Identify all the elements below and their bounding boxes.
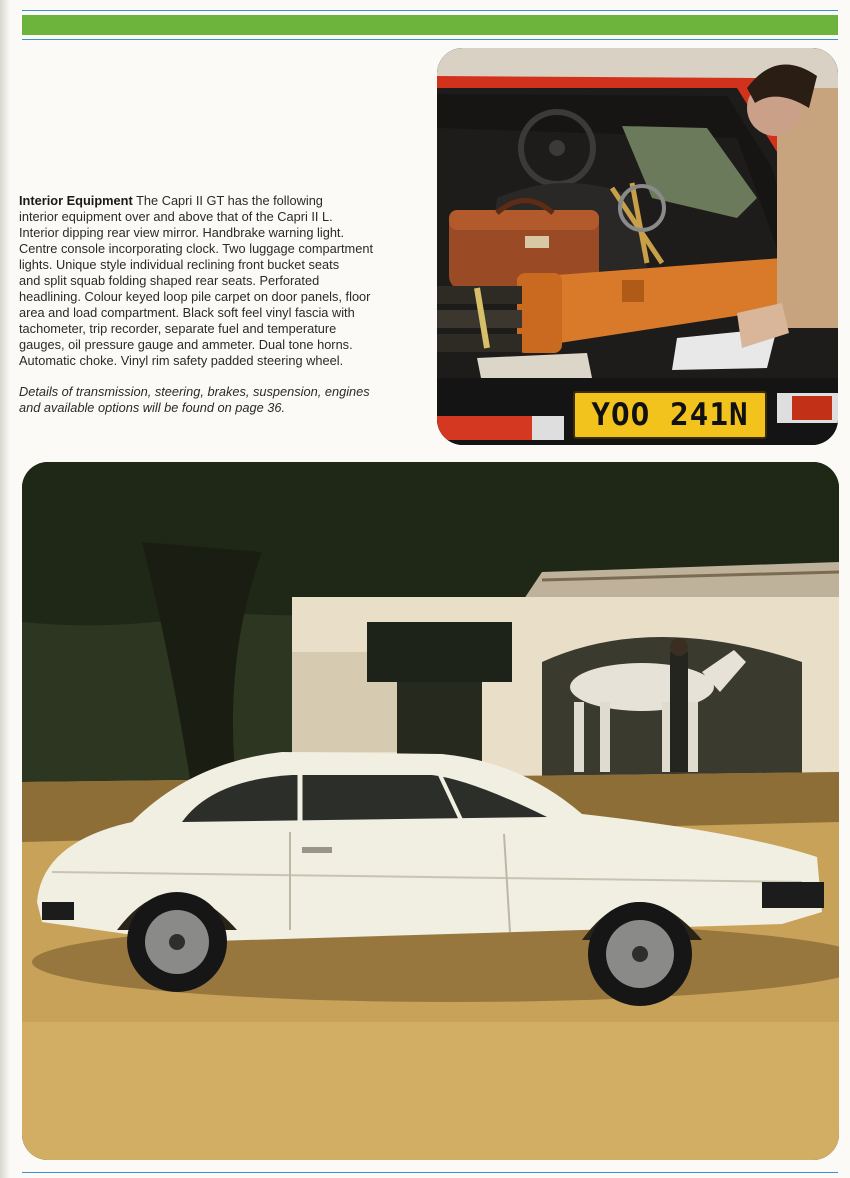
top-blue-rule: [22, 10, 838, 11]
interior-line-7: headlining. Colour keyed loop pile carpet on door panels, floor: [19, 289, 371, 304]
interior-line-6: and split squab folding shaped rear seats. Perforated: [19, 273, 320, 288]
details-note: [19, 384, 424, 416]
note-line-2: and available options will be found on page 36.: [19, 400, 286, 415]
interior-line-2: interior equipment over and above that of the Capri II L.: [19, 209, 333, 224]
note-line-1: Details of transmission, steering, brakes, suspension, engines: [19, 384, 370, 399]
interior-line-9: tachometer, trip recorder, separate fuel and temperature: [19, 321, 337, 336]
interior-line-10: gauges, oil pressure gauge and ammeter. Dual tone horns.: [19, 337, 353, 352]
capri-exterior-illustration: [22, 462, 839, 1160]
header-blue-rule: [22, 39, 838, 40]
license-plate: YOO 241N: [573, 391, 767, 439]
page-edge-shadow: [0, 0, 10, 1178]
interior-line-11: Automatic choke. Vinyl rim safety padded steering wheel.: [19, 353, 344, 368]
interior-line-8: area and load compartment. Black soft feel vinyl fascia with: [19, 305, 355, 320]
luggage-compartment-illustration: [437, 48, 838, 445]
header-green-band: [22, 15, 838, 35]
interior-line-4: Centre console incorporating clock. Two luggage compartment: [19, 241, 374, 256]
luggage-compartment-photo: [437, 48, 838, 445]
interior-line-5: lights. Unique style individual reclining front bucket seats: [19, 257, 340, 272]
interior-equipment-text: [19, 193, 424, 416]
interior-line-1: The Capri II GT has the following: [136, 193, 323, 208]
capri-exterior-photo: [22, 462, 839, 1160]
interior-heading: Interior Equipment: [19, 193, 133, 208]
interior-paragraph: [19, 193, 424, 369]
interior-line-3: Interior dipping rear view mirror. Handbrake warning light.: [19, 225, 345, 240]
footer-blue-rule: [22, 1172, 838, 1173]
